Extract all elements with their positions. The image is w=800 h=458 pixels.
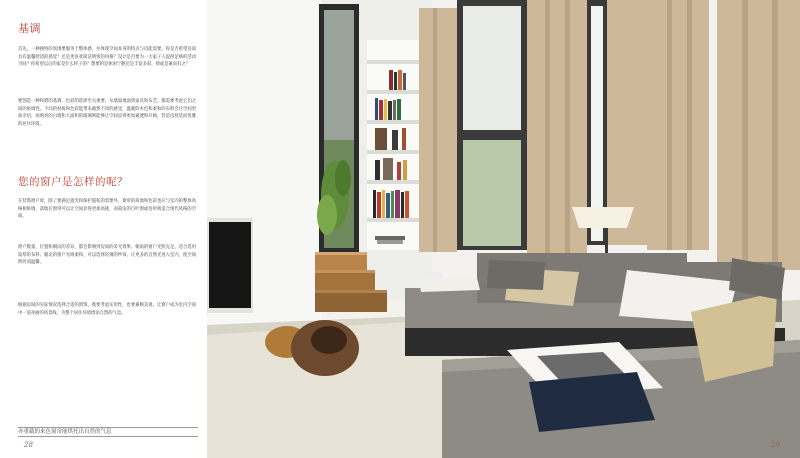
text-page bbox=[0, 0, 207, 458]
bookshelf bbox=[367, 40, 419, 250]
section-title-tone: 基调 bbox=[18, 22, 41, 35]
section-title-windows: 您的窗户是怎样的呢？ bbox=[18, 176, 128, 188]
paragraph: 在装饰窗户时，除了要满足遮光和保护隐私的需要外，窗帘的质地和色彩也应与室内的整体风格相协调。落地长窗帘可以让空间显得更加高挑，而简洁的百叶窗或卷帘则适合现代风格的空间。 bbox=[18, 199, 196, 220]
photo-caption: 亦重截的来色窗帘能烘托出自然的气息 bbox=[18, 429, 112, 435]
paragraph: 要创造一种和谐的基调，色彩的选择至关重要。从墙面地面到家具和布艺，都需要考虑它们之间的协调性。不同的材质和色彩能带来截然不同的感受，温暖的木色和柔和的布料会让空间更加亲切，而明亮的白墙和大面积的玻璃则能够让空间显得更加通透和开阔，营造出舒适而优雅的居住环境。 bbox=[18, 99, 196, 128]
page-number-left: 28 bbox=[24, 441, 33, 449]
page-number-right: 29 bbox=[771, 441, 780, 449]
paragraph: 窗户数量、位置和朝向的差异，都会影响到房间的采光效果。朝南的窗户光照充足，适合选用较厚的布料；朝北的窗户光线柔和，可以选择轻薄的纱帘，让更多的自然光进入室内，使空间明亮而温馨。 bbox=[18, 245, 196, 266]
living-room-illustration bbox=[207, 0, 800, 458]
fireplace bbox=[209, 222, 251, 308]
living-room-photo bbox=[207, 0, 800, 458]
paragraph: 首先，一种独特的氛围要服务于整体感，并体现空间本身的特点与功能需要。你是否希望房间具有温馨舒适的感觉？还是更喜欢简洁明快的风格？设计是否要为一大家子人提供足够的活动空间？你希望以后的家是什么样子的？想要的是休闲宁静还是丰富多彩，抑或是兼而有之？ bbox=[18, 47, 196, 68]
paragraph: 根据房间的实际情况选择合适的窗饰，既要考虑实用性，也要兼顾美观，让窗户成为室内空间中一道亮丽的风景线，为整个居住环境增添自然的气息。 bbox=[18, 303, 196, 316]
caption-rule-bottom bbox=[18, 436, 198, 437]
